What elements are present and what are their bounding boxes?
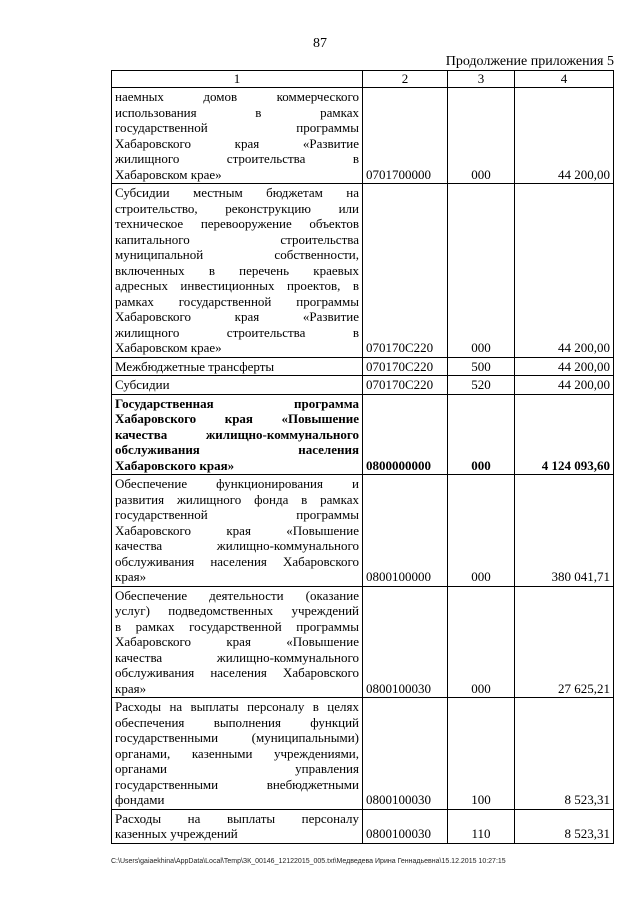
file-path-footer: C:\Users\gaiaekhina\AppData\Local\Temp\ЗК_00146_12122015_005.txt\Медведева Ирина Геннадьевна\15.12.2015 10:27:15 [111,858,506,865]
row-amount: 4 124 093,60 [515,394,614,475]
row-target-code: 0800100030 [363,586,448,698]
description-line: техническое перевооружение объектов [115,216,359,231]
description-line: обеспечения выполнения функций [115,714,359,730]
description-line: качества жилищно-коммунального [115,426,359,442]
description-line: Субсидии [115,377,170,392]
table-header-row [112,71,614,88]
table-row [112,376,614,395]
row-target-code: 0800000000 [363,394,448,475]
row-description [112,475,363,587]
row-expense-type: 000 [448,586,515,698]
description-line: Субсидии местным бюджетам на [115,185,359,200]
row-expense-type: 100 [448,698,515,810]
description-line: органами, казенными учреждениями, [115,745,359,761]
row-target-code: 070170С220 [363,184,448,358]
row-expense-type: 000 [448,394,515,475]
page-number: 87 [313,36,327,51]
description-line: жилищного строительства в [115,324,359,340]
description-line: фондами [115,792,165,807]
budget-table [111,70,614,844]
row-expense-type: 000 [448,184,515,358]
row-target-code: 070170С220 [363,357,448,376]
budget-table-body [112,71,614,844]
description-line: качества жилищно-коммунального [115,649,359,665]
row-amount: 44 200,00 [515,376,614,395]
description-line: Хабаровском крае» [115,340,222,355]
description-line: Обеспечение деятельности (оказание [115,587,359,603]
row-description [112,394,363,475]
description-line: Хабаровского края «Повышение [115,634,359,649]
row-amount: 380 041,71 [515,475,614,587]
row-description [112,376,363,395]
row-description [112,184,363,358]
description-line: наемных домов коммерческого [115,89,359,104]
description-line: органами управления [115,761,359,776]
description-line: жилищного строительства в [115,151,359,166]
description-line: Хабаровского края «Повышение [115,522,359,538]
row-target-code: 0800100000 [363,475,448,587]
description-line: государственными внебюджетными [115,776,359,792]
description-line: рамках государственной программы [115,293,359,309]
continuation-label: Продолжение приложения 5 [445,54,614,69]
description-line: включенных в перечень краевых [115,262,359,278]
table-row [112,698,614,810]
description-line: Хабаровского края «Повышение [115,411,359,426]
row-description [112,809,363,843]
description-line: развития жилищного фонда в рамках [115,491,359,507]
table-row [112,394,614,475]
description-line: качества жилищно-коммунального [115,538,359,553]
row-description [112,88,363,184]
row-amount: 8 523,31 [515,698,614,810]
row-amount: 44 200,00 [515,357,614,376]
row-expense-type: 000 [448,88,515,184]
row-description [112,698,363,810]
description-line: Обеспечение функционирования и [115,476,359,491]
column-header-1: 1 [112,71,363,88]
description-line: Хабаровского края «Развитие [115,309,359,324]
description-line: услуг) подведомственных учреждений [115,603,359,618]
description-line: адресных инвестиционных проектов, в [115,278,359,293]
table-row [112,357,614,376]
description-line: в рамках государственной программы [115,618,359,634]
description-line: государственной программы [115,120,359,135]
description-line: обслуживания населения Хабаровского [115,553,359,569]
table-row [112,184,614,358]
description-line: муниципальной собственности, [115,247,359,262]
description-line: казенных учреждений [115,826,238,841]
row-expense-type: 500 [448,357,515,376]
description-line: государственными (муниципальными) [115,730,359,745]
row-expense-type: 110 [448,809,515,843]
description-line: Хабаровского края» [115,457,235,473]
description-line: использования в рамках [115,104,359,120]
description-line: края» [115,569,147,584]
description-line: государственной программы [115,507,359,522]
row-target-code: 0800100030 [363,698,448,810]
table-row [112,475,614,587]
description-line: обслуживания населения [115,442,359,457]
description-line: Расходы на выплаты персоналу [115,810,359,826]
row-amount: 27 625,21 [515,586,614,698]
description-line: обслуживания населения Хабаровского [115,665,359,680]
column-header-2: 2 [363,71,448,88]
row-target-code: 0800100030 [363,809,448,843]
row-amount: 8 523,31 [515,809,614,843]
row-amount: 44 200,00 [515,184,614,358]
row-expense-type: 000 [448,475,515,587]
row-target-code: 0701700000 [363,88,448,184]
table-row [112,809,614,843]
description-line: капитального строительства [115,231,359,247]
row-description [112,586,363,698]
row-description [112,357,363,376]
description-line: Хабаровского края «Развитие [115,135,359,151]
row-amount: 44 200,00 [515,88,614,184]
description-line: Межбюджетные трансферты [115,358,275,374]
column-header-4: 4 [515,71,614,88]
table-row [112,88,614,184]
table-row [112,586,614,698]
description-line: строительство, реконструкцию или [115,200,359,216]
description-line: Расходы на выплаты персоналу в целях [115,699,359,714]
row-target-code: 070170С220 [363,376,448,395]
description-line: Хабаровском крае» [115,166,222,182]
column-header-3: 3 [448,71,515,88]
description-line: края» [115,680,147,696]
row-expense-type: 520 [448,376,515,395]
description-line: Государственная программа [115,395,359,411]
